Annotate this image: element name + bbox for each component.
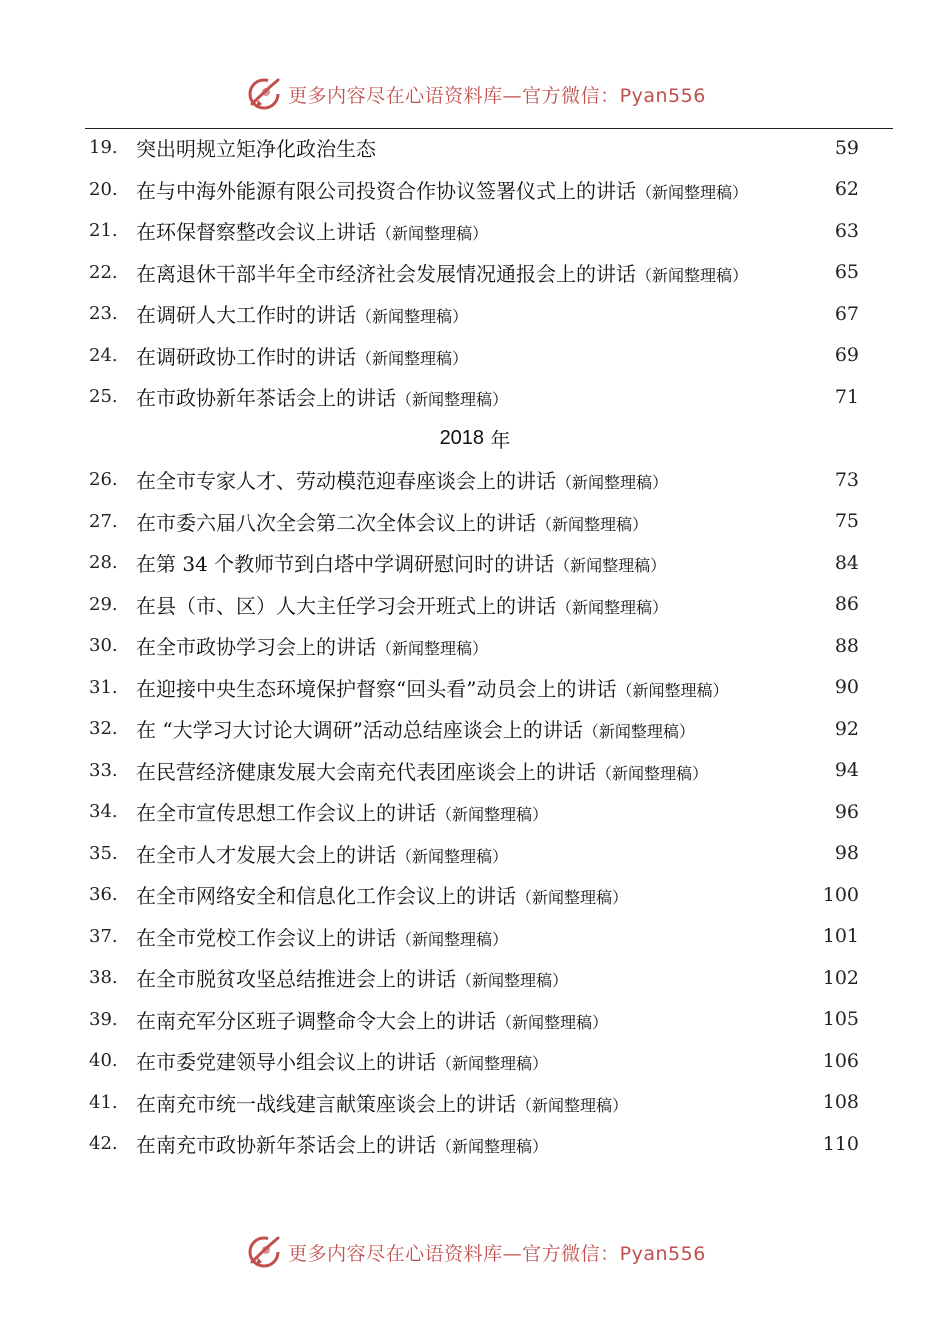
entry-number: 41. bbox=[89, 1091, 118, 1113]
year-heading bbox=[0, 418, 950, 460]
toc-section-2017 bbox=[0, 127, 950, 418]
entry-title-line bbox=[136, 382, 508, 411]
entry-title-line bbox=[136, 631, 488, 660]
banner-text: 更多内容尽在心语资料库—官方微信： bbox=[288, 1242, 620, 1265]
entry-number: 27. bbox=[89, 510, 118, 532]
entry-title: 在全市党校工作会议上的讲话 bbox=[136, 925, 396, 950]
entry-page-number: 110 bbox=[822, 1132, 859, 1155]
table-of-contents bbox=[0, 127, 950, 1165]
entry-note: （新闻整理稿） bbox=[516, 1095, 629, 1115]
entry-title-line bbox=[136, 673, 728, 702]
entry-page-number: 75 bbox=[834, 510, 859, 533]
entry-page-number: 65 bbox=[834, 261, 859, 284]
toc-entry[interactable] bbox=[0, 335, 950, 377]
entry-page-number: 98 bbox=[834, 842, 859, 865]
toc-entry[interactable] bbox=[0, 957, 950, 999]
entry-page-number: 105 bbox=[822, 1008, 859, 1031]
entry-page-number: 94 bbox=[834, 759, 859, 782]
entry-note: （新闻整理稿） bbox=[582, 722, 695, 742]
entry-title-line bbox=[136, 175, 748, 204]
entry-title: 在市委党建领导小组会议上的讲话 bbox=[136, 1050, 436, 1075]
toc-entry[interactable] bbox=[0, 750, 950, 792]
entry-note: （新闻整理稿） bbox=[356, 307, 469, 327]
entry-note: （新闻整理稿） bbox=[536, 514, 649, 534]
entry-note: （新闻整理稿） bbox=[436, 805, 549, 825]
entry-note: （新闻整理稿） bbox=[396, 390, 509, 410]
entry-title: 在环保督察整改会议上讲话 bbox=[136, 220, 376, 245]
entry-page-number: 73 bbox=[834, 468, 859, 491]
brush-logo-icon bbox=[244, 74, 284, 114]
entry-note: （新闻整理稿） bbox=[556, 597, 669, 617]
entry-note: （新闻整理稿） bbox=[436, 1054, 549, 1074]
entry-page-number: 71 bbox=[834, 385, 859, 408]
entry-number: 33. bbox=[89, 759, 118, 781]
entry-number: 25. bbox=[89, 386, 118, 408]
entry-number: 37. bbox=[89, 925, 118, 947]
entry-page-number: 59 bbox=[834, 136, 859, 159]
entry-title-line bbox=[136, 507, 648, 536]
entry-number: 42. bbox=[89, 1133, 118, 1155]
entry-note: （新闻整理稿） bbox=[616, 680, 729, 700]
entry-title: 突出明规立矩净化政治生态 bbox=[136, 137, 376, 162]
entry-page-number: 62 bbox=[834, 178, 859, 201]
toc-entry[interactable] bbox=[0, 667, 950, 709]
toc-entry[interactable] bbox=[0, 459, 950, 501]
entry-note: （新闻整理稿） bbox=[636, 265, 749, 285]
entry-title: 在南充市统一战线建言献策座谈会上的讲话 bbox=[136, 1091, 516, 1116]
entry-note: （新闻整理稿） bbox=[496, 1012, 609, 1032]
year-number: 2018 bbox=[439, 426, 485, 449]
entry-title-line bbox=[136, 880, 628, 909]
footer-banner bbox=[0, 1230, 950, 1274]
entry-number: 39. bbox=[89, 1008, 118, 1030]
entry-page-number: 90 bbox=[834, 676, 859, 699]
entry-title-line bbox=[136, 839, 508, 868]
toc-entry[interactable] bbox=[0, 791, 950, 833]
toc-entry[interactable] bbox=[0, 376, 950, 418]
entry-title-line bbox=[136, 797, 548, 826]
entry-note: （新闻整理稿） bbox=[376, 224, 489, 244]
toc-entry[interactable] bbox=[0, 210, 950, 252]
entry-number: 34. bbox=[89, 801, 118, 823]
entry-page-number: 108 bbox=[822, 1091, 859, 1114]
toc-entry[interactable] bbox=[0, 708, 950, 750]
entry-number: 40. bbox=[89, 1050, 118, 1072]
toc-entry[interactable] bbox=[0, 1082, 950, 1124]
entry-title: 在全市政协学习会上的讲话 bbox=[136, 635, 376, 660]
entry-title: 在全市宣传思想工作会议上的讲话 bbox=[136, 801, 436, 826]
toc-entry[interactable] bbox=[0, 584, 950, 626]
entry-note: （新闻整理稿） bbox=[554, 556, 667, 576]
entry-number: 32. bbox=[89, 718, 118, 740]
entry-title: 在调研人大工作时的讲话 bbox=[136, 303, 356, 328]
entry-page-number: 96 bbox=[834, 800, 859, 823]
entry-number: 29. bbox=[89, 593, 118, 615]
toc-entry[interactable] bbox=[0, 127, 950, 169]
year-suffix: 年 bbox=[490, 427, 511, 452]
toc-entry[interactable] bbox=[0, 252, 950, 294]
entry-number: 35. bbox=[89, 842, 118, 864]
entry-title-line bbox=[136, 1129, 548, 1158]
entry-title: 在全市专家人才、劳动模范迎春座谈会上的讲话 bbox=[136, 469, 556, 494]
entry-title-line bbox=[136, 1046, 548, 1075]
banner-wechat-id: Pyan556 bbox=[619, 84, 706, 107]
entry-note: （新闻整理稿） bbox=[596, 763, 709, 783]
entry-title-line bbox=[136, 258, 748, 287]
entry-title: 在 “大学习大讨论大调研”活动总结座谈会上的讲话 bbox=[136, 718, 583, 743]
entry-page-number: 88 bbox=[834, 634, 859, 657]
toc-entry[interactable] bbox=[0, 293, 950, 335]
entry-page-number: 86 bbox=[834, 593, 859, 616]
entry-title: 在调研政协工作时的讲话 bbox=[136, 344, 356, 369]
entry-title: 在南充军分区班子调整命令大会上的讲话 bbox=[136, 1008, 496, 1033]
entry-page-number: 69 bbox=[834, 344, 859, 367]
brush-logo-icon bbox=[244, 1232, 284, 1272]
entry-number: 38. bbox=[89, 967, 118, 989]
entry-note: （新闻整理稿） bbox=[456, 971, 569, 991]
entry-title-line bbox=[136, 756, 708, 785]
entry-note: （新闻整理稿） bbox=[436, 1137, 549, 1157]
entry-note: （新闻整理稿） bbox=[556, 473, 669, 493]
toc-entry[interactable] bbox=[0, 169, 950, 211]
entry-title: 在市委六届八次全会第二次全体会议上的讲话 bbox=[136, 510, 536, 535]
toc-entry[interactable] bbox=[0, 625, 950, 667]
entry-number: 19. bbox=[89, 137, 118, 159]
entry-title: 在离退休干部半年全市经济社会发展情况通报会上的讲话 bbox=[136, 261, 636, 286]
entry-note: （新闻整理稿） bbox=[636, 182, 749, 202]
entry-title-line bbox=[136, 590, 668, 619]
entry-number: 20. bbox=[89, 178, 118, 200]
toc-entry[interactable] bbox=[0, 1040, 950, 1082]
entry-note: （新闻整理稿） bbox=[516, 888, 629, 908]
entry-number: 21. bbox=[89, 220, 118, 242]
entry-title: 在民营经济健康发展大会南充代表团座谈会上的讲话 bbox=[136, 759, 596, 784]
entry-title: 在市政协新年茶话会上的讲话 bbox=[136, 386, 396, 411]
entry-note: （新闻整理稿） bbox=[396, 929, 509, 949]
entry-page-number: 101 bbox=[822, 925, 859, 948]
toc-entry[interactable] bbox=[0, 833, 950, 875]
toc-section-2018 bbox=[0, 459, 950, 1165]
entry-title-line bbox=[136, 548, 666, 577]
banner-text: 更多内容尽在心语资料库—官方微信： bbox=[288, 84, 620, 107]
entry-note: （新闻整理稿） bbox=[396, 846, 509, 866]
entry-page-number: 106 bbox=[822, 1049, 859, 1072]
entry-title-line bbox=[136, 963, 568, 992]
entry-page-number: 67 bbox=[834, 302, 859, 325]
entry-title: 在县（市、区）人大主任学习会开班式上的讲话 bbox=[136, 593, 556, 618]
entry-note: （新闻整理稿） bbox=[376, 639, 489, 659]
entry-page-number: 84 bbox=[834, 551, 859, 574]
entry-title: 在迎接中央生态环境保护督察“回头看”动员会上的讲话 bbox=[136, 676, 617, 701]
toc-entry[interactable] bbox=[0, 1123, 950, 1165]
entry-number: 31. bbox=[89, 676, 118, 698]
entry-title-line bbox=[136, 922, 508, 951]
banner-wechat-id: Pyan556 bbox=[619, 1242, 706, 1265]
entry-note: （新闻整理稿） bbox=[356, 348, 469, 368]
toc-entry[interactable] bbox=[0, 542, 950, 584]
header-banner bbox=[0, 72, 950, 116]
entry-number: 28. bbox=[89, 552, 118, 574]
entry-title: 在全市人才发展大会上的讲话 bbox=[136, 842, 396, 867]
entry-number: 24. bbox=[89, 344, 118, 366]
entry-title-line bbox=[136, 216, 488, 245]
entry-title-line bbox=[136, 299, 468, 328]
toc-entry[interactable] bbox=[0, 999, 950, 1041]
entry-title: 在与中海外能源有限公司投资合作协议签署仪式上的讲话 bbox=[136, 178, 636, 203]
entry-number: 23. bbox=[89, 303, 118, 325]
entry-page-number: 92 bbox=[834, 717, 859, 740]
entry-title-line bbox=[136, 133, 376, 162]
entry-title: 在南充市政协新年茶话会上的讲话 bbox=[136, 1133, 436, 1158]
entry-title-line bbox=[136, 465, 668, 494]
toc-entry[interactable] bbox=[0, 916, 950, 958]
entry-title: 在第 34 个教师节到白塔中学调研慰问时的讲话 bbox=[136, 552, 555, 577]
toc-entry[interactable] bbox=[0, 501, 950, 543]
entry-number: 26. bbox=[89, 469, 118, 491]
entry-number: 30. bbox=[89, 635, 118, 657]
entry-title-line bbox=[136, 714, 695, 743]
entry-title-line bbox=[136, 341, 468, 370]
entry-page-number: 102 bbox=[822, 966, 859, 989]
entry-number: 36. bbox=[89, 884, 118, 906]
entry-title: 在全市网络安全和信息化工作会议上的讲话 bbox=[136, 884, 516, 909]
toc-entry[interactable] bbox=[0, 874, 950, 916]
entry-title-line bbox=[136, 1088, 628, 1117]
entry-title: 在全市脱贫攻坚总结推进会上的讲话 bbox=[136, 967, 456, 992]
entry-page-number: 63 bbox=[834, 219, 859, 242]
entry-number: 22. bbox=[89, 261, 118, 283]
entry-title-line bbox=[136, 1005, 608, 1034]
entry-page-number: 100 bbox=[822, 883, 859, 906]
